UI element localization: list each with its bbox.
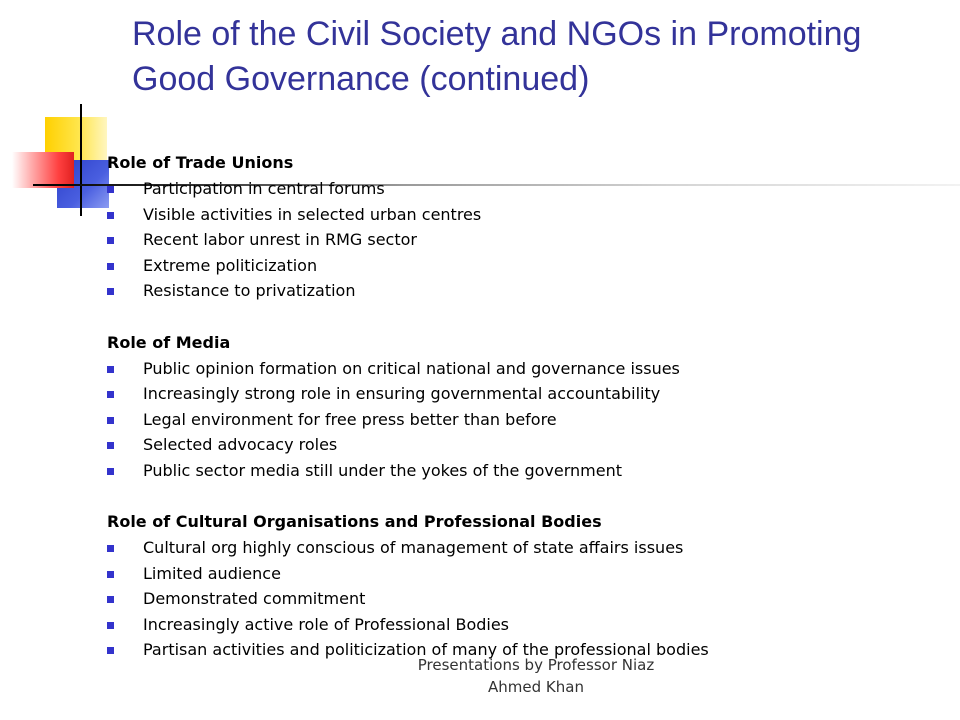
bullet-item	[107, 202, 947, 228]
bullet-item	[107, 253, 947, 279]
bullet-text: Demonstrated commitment	[143, 589, 366, 608]
bullet-item	[107, 381, 947, 407]
bullet-text: Visible activities in selected urban centres	[143, 204, 482, 224]
bullet-text: Legal environment for free press better than before	[143, 409, 557, 429]
square-bullet-icon	[107, 186, 114, 193]
bullet-item	[107, 278, 947, 304]
bullet-text: Recent labor unrest in RMG sector	[143, 230, 417, 249]
bullet-item	[107, 561, 947, 587]
section-cultural-orgs	[107, 509, 947, 663]
bullet-text: Public sector media still under the yokes of the government	[143, 460, 622, 480]
bullet-text: Limited audience	[143, 563, 281, 583]
bullet-list	[107, 535, 947, 663]
square-bullet-icon	[107, 647, 114, 654]
bullet-list	[107, 356, 947, 484]
square-bullet-icon	[107, 288, 114, 295]
square-bullet-icon	[107, 417, 114, 424]
bullet-text: Resistance to privatization	[143, 281, 356, 300]
bullet-item	[107, 356, 947, 382]
square-bullet-icon	[107, 571, 114, 578]
square-bullet-icon	[107, 237, 114, 244]
square-bullet-icon	[107, 468, 114, 475]
bullet-text: Selected advocacy roles	[143, 435, 338, 454]
bullet-text: Increasingly strong role in ensuring governmental accountability	[143, 384, 661, 403]
bullet-text: Increasingly active role of Professional Bodies	[143, 614, 510, 634]
section-spacer	[107, 483, 947, 509]
bullet-item	[107, 612, 947, 638]
square-bullet-icon	[107, 596, 114, 603]
section-heading: Role of Trade Unions	[107, 153, 294, 172]
bullet-text: Extreme politicization	[143, 255, 318, 275]
section-spacer	[107, 304, 947, 330]
square-bullet-icon	[107, 212, 114, 219]
square-bullet-icon	[107, 366, 114, 373]
bullet-item	[107, 432, 947, 458]
bullet-text: Cultural org highly conscious of management of state affairs issues	[143, 538, 684, 557]
bullet-item	[107, 458, 947, 484]
bullet-item	[107, 586, 947, 612]
slide-body	[107, 150, 947, 663]
square-bullet-icon	[107, 263, 114, 270]
square-bullet-icon	[107, 545, 114, 552]
bullet-text: Partisan activities and politicization of many of the professional bodies	[143, 640, 709, 659]
square-bullet-icon	[107, 622, 114, 629]
section-heading: Role of Media	[107, 332, 231, 352]
bullet-item	[107, 535, 947, 561]
section-heading: Role of Cultural Organisations and Professional Bodies	[107, 512, 602, 531]
section-media	[107, 330, 947, 484]
bullet-text: Public opinion formation on critical national and governance issues	[143, 358, 680, 378]
slide-footer: Presentations by Professor Niaz Ahmed Khan	[417, 656, 655, 696]
bullet-item	[107, 176, 947, 202]
decor-red-square	[12, 152, 74, 188]
square-bullet-icon	[107, 442, 114, 449]
square-bullet-icon	[107, 391, 114, 398]
section-trade-unions	[107, 150, 947, 304]
bullet-item	[107, 227, 947, 253]
decor-vertical-line	[80, 104, 82, 216]
bullet-list	[107, 176, 947, 304]
slide-title: Role of the Civil Society and NGOs in Promoting Good Governance (continued)	[132, 15, 862, 98]
bullet-item	[107, 407, 947, 433]
bullet-text: Participation in central forums	[143, 179, 385, 198]
